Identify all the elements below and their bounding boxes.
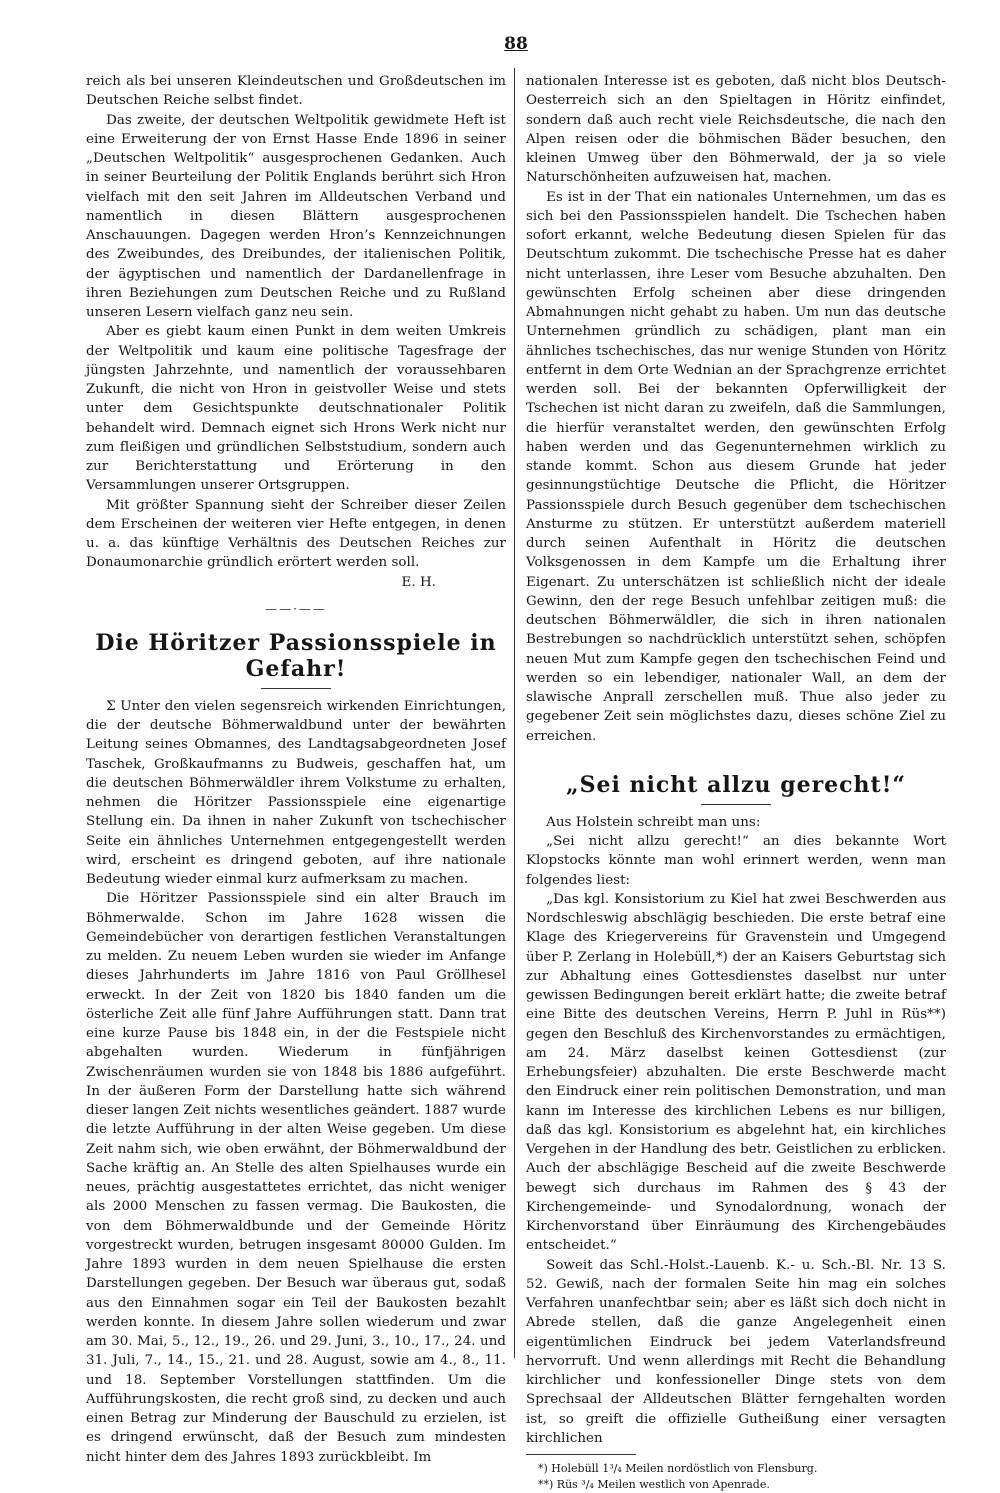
headline-rule [261, 688, 331, 689]
article-paragraph: Das zweite, der deutschen Weltpolitik gewidmete Heft ist eine Erweiterung der von Ernst Hasse Ende 1896 in seiner „Deutschen Weltpolitik“ ausgesprochenen Gedanken. Auch in seiner Beurteilung der Politik Englands berührt sich Hron vielfach mit den seit Jahren im Alldeutschen Verband und namentlich in diesen Blättern ausgesprochenen Anschauungen. Dagegen werden Hron’s Kennzeichnungen des Zweibundes, des Dreibundes, der italienischen Politik, der ägyptischen und namentlich der Dardanellenfrage in ihren Beziehungen zum Deutschen Reiche und zu Rußland unseren Lesern vielfach ganz neu sein. [86, 112, 506, 320]
article-headline: Die Höritzer Passionsspiele in Gefahr! [95, 629, 497, 682]
right-column [526, 72, 946, 1493]
article-paragraph: „Sei nicht allzu gerecht!“ an dies bekannte Wort Klopstocks könnte man wohl erinnert werden, wenn man folgendes liest: [526, 834, 946, 888]
headline-rule [701, 804, 771, 805]
article-paragraph: Aber es giebt kaum einen Punkt in dem weiten Umkreis der Weltpolitik und kaum eine politische Tagesfrage der jüngsten Jahrzehnte, und namentlich der voraussehbaren Zukunft, die nicht von Hron in geistvoller Weise und stets unter dem Gesichtspunkte deutschnationaler Politik behandelt wird. Demnach eignet sich Hrons Werk nicht nur zum fleißigen und gründlichen Selbststudium, sondern auch zur Berichterstattung und Erörterung in den Versammlungen unserer Ortsgruppen. [86, 324, 506, 494]
page-number: 88 [504, 34, 528, 54]
article-headline: „Sei nicht allzu gerecht!“ [565, 771, 907, 798]
footnote: **) Rüs ³/₄ Meilen westlich von Apenrade. [538, 1478, 770, 1491]
article-paragraph: Mit größter Spannung sieht der Schreiber dieser Zeilen dem Erscheinen der weiteren vier Hefte entgegen, in denen u. a. das künftige Verhältnis des Deutschen Reiches zur Donaumonarchie gründlich erörtert werden soll. [86, 497, 506, 571]
column-divider [514, 68, 515, 1358]
section-spacer [526, 746, 946, 768]
author-signature: E. H. [401, 574, 436, 590]
article-paragraph: Es ist in der That ein nationales Unternehmen, um das es sich bei den Passionsspielen handelt. Die Tschechen haben sofort erkannt, welche Bedeutung diesen Spielen für das Deutschtum zukommt. Die tschechische Presse hat es daher nicht unterlassen, ihre Leser vom Besuche abzuhalten. Den gewünschten Erfolg scheinen aber diese dringenden Abmahnungen nicht gehabt zu haben. Um nun das deutsche Unternehmen gründlich zu schädigen, plant man ein ähnliches tschechisches, das nur wenige Stunden von Höritz entfernt in dem Orte Wednian an der Sprachgrenze errichtet werden soll. Bei der bekannten Opferwilligkeit der Tschechen ist nicht daran zu zweifeln, daß die Sammlungen, die hierfür veranstaltet werden, den gewünschten Erfolg haben werden und das Gegenunternehmen wirklich zu stande kommt. Schon aus diesem Grunde hat jeder gesinnungstüchtige Deutsche die Pflicht, die Höritzer Passionsspiele durch Besuch gegenüber dem tschechischen Ansturme zu stützen. Er unterstützt außerdem materiell durch seinen Aufenthalt in Höritz die deutschen Volksgenossen in dem Kampfe um die Erhaltung ihrer Eigenart. Zu unterschätzen ist schließlich nicht der ideale Gewinn, den der rege Besuch unfehlbar zeitigen muß: die deutschen Böhmerwäldler, die sich in ihren nationalen Bestrebungen so nachdrücklich unterstützt sehen, schöpfen neuen Mut zum Kampfe gegen den tschechischen Feind und werden so ein lebendiger, nationaler Wall, an dem der slawische Anprall zerschellen muß. Thue also jeder zu gegebener Zeit sein möglichstes dazu, dieses schöne Ziel zu erreichen. [526, 189, 946, 744]
section-divider: ——·—— [265, 601, 327, 616]
article-paragraph: Soweit das Schl.-Holst.-Lauenb. K.- u. Sch.-Bl. Nr. 13 S. 52. Gewiß, nach der formalen Seite hin mag ein solches Verfahren unanfechtbar sein; aber es läßt sich doch nicht in Abrede stellen, daß die ganze Angelegenheit einen eigentümlichen Eindruck bei jedem Vaterlandsfreund hervorruft. Und wenn allerdings mit Recht die Behandlung kirchlicher und konfessioneller Dinge stets von dem Sprechsaal der Alldeutschen Blätter ferngehalten worden ist, so greift die offizielle Gutheißung einer versagten kirchlichen [526, 1257, 946, 1446]
left-column [86, 72, 506, 1467]
footnote: *) Holebüll 1³/₄ Meilen nordöstlich von Flensburg. [538, 1462, 818, 1475]
article-paragraph: Σ Unter den vielen segensreich wirkenden Einrichtungen, die der deutsche Böhmerwaldbund unter der bewährten Leitung seines Obmannes, des Landtagsabgeordneten Josef Taschek, Großkaufmanns zu Budweis, geschaffen hat, um die deutschen Böhmerwäldler ihrem Volkstume zu erhalten, nehmen die Höritzer Passionsspiele eine eigenartige Stellung ein. Da ihnen in naher Zukunft von tschechischer Seite ein ähnliches Unternehmen entgegengestellt werden wird, erscheint es dringend geboten, auf ihre nationale Bedeutung wieder einmal kurz aufmerksam zu machen. [86, 698, 506, 887]
article-continuation: nationalen Interesse ist es geboten, daß nicht blos Deutsch-Oesterreich sich an den Spieltagen in Höritz einfindet, sondern daß auch recht viele Reichsdeutsche, die nach den Alpen reisen oder die böhmischen Bäder besuchen, den kleinen Umweg über den Böhmerwald, der ja so viele Naturschönheiten aufzuweisen hat, machen. [526, 74, 946, 186]
article-paragraph: Aus Holstein schreibt man uns: [546, 814, 761, 830]
footnote-rule [526, 1454, 636, 1455]
article-paragraph: Die Höritzer Passionsspiele sind ein alter Brauch im Böhmerwalde. Schon im Jahre 1628 wissen die Gemeindebücher von derartigen festlichen Veranstaltungen zu melden. Zu neuem Leben wurden sie wieder im Anfange dieses Jahrhunderts im Jahre 1816 von Paul Gröllhesel erweckt. In der Zeit von 1820 bis 1840 fanden um die österliche Zeit alle fünf Jahre Aufführungen statt. Dann trat eine kurze Pause bis 1848 ein, in der die Festspiele nicht abgehalten wurden. Wiederum in fünfjährigen Zwischenräumen wurden sie von 1848 bis 1886 aufgeführt. In der äußeren Form der Darstellung hatte sich während dieser langen Zeit nichts wesentliches geändert. 1887 wurde die letzte Aufführung in der alten Weise gegeben. Um diese Zeit nahm sich, wie oben erwähnt, der Böhmerwaldbund der Sache kräftig an. An Stelle des alten Spielhauses wurde ein neues, prächtig ausgestattetes errichtet, das nicht weniger als 2000 Menschen zu fassen vermag. Die Baukosten, die von dem Böhmerwaldbunde und der Gemeinde Höritz vorgestreckt wurden, betrugen insgesamt 80000 Gulden. Im Jahre 1893 wurden in dem neuen Spielhause die ersten Darstellungen gegeben. Der Besuch war überaus gut, sodaß aus den Einnahmen sogar ein Teil der Baukosten bezahlt werden konnte. In diesem Jahre sollen wiederum und zwar am 30. Mai, 5., 12., 19., 26. und 29. Juni, 3., 10., 17., 24. und 31. Juli, 7., 14., 15., 21. und 28. August, sowie am 4., 8., 11. und 18. September Vorstellungen stattfinden. Um die Aufführungskosten, die recht groß sind, zu decken und auch einen Betrag zur Minderung der Bauschuld zu erzielen, ist es dringend erwünscht, daß der Besuch zum mindesten nicht hinter dem des Jahres 1893 zurückbleibt. Im [86, 891, 506, 1465]
quoted-paragraph: „Das kgl. Konsistorium zu Kiel hat zwei Beschwerden aus Nordschleswig abschlägig beschieden. Die erste betraf eine Klage des Kriegervereins für Gravenstein und Umgegend über P. Zerlang in Holebüll,*) der an Kaisers Geburtstag sich zur Abhaltung eines Gottesdienstes daselbst nur unter gewissen Bedingungen bereit erklärt hatte; die zweite betraf eine Bitte des deutschen Vereins, Herrn P. Juhl in Rüs**) gegen den Beschluß des Kirchenvorstandes zu ermächtigen, am 24. März daselbst keinen Gottesdienst (zur Erhebungsfeier) abzuhalten. Die erste Beschwerde macht den Eindruck einer rein politischen Demonstration, und man kann im Interesse des kirchlichen Lebens es nur billigen, daß das kgl. Konsistorium es abgelehnt hat, ein kirchliches Vergehen in der Handlung des betr. Geistlichen zu erblicken. Auch der abschlägige Bescheid auf die zweite Beschwerde bewegt sich durchaus im Rahmen des § 43 der Kirchengemeinde- und Synodalordnung, wonach der Kirchenvorstand über Einräumung des Kirchengebäudes entscheidet.“ [526, 891, 946, 1254]
article-continuation: reich als bei unseren Kleindeutschen und Großdeutschen im Deutschen Reiche selbst findet. [86, 74, 506, 109]
